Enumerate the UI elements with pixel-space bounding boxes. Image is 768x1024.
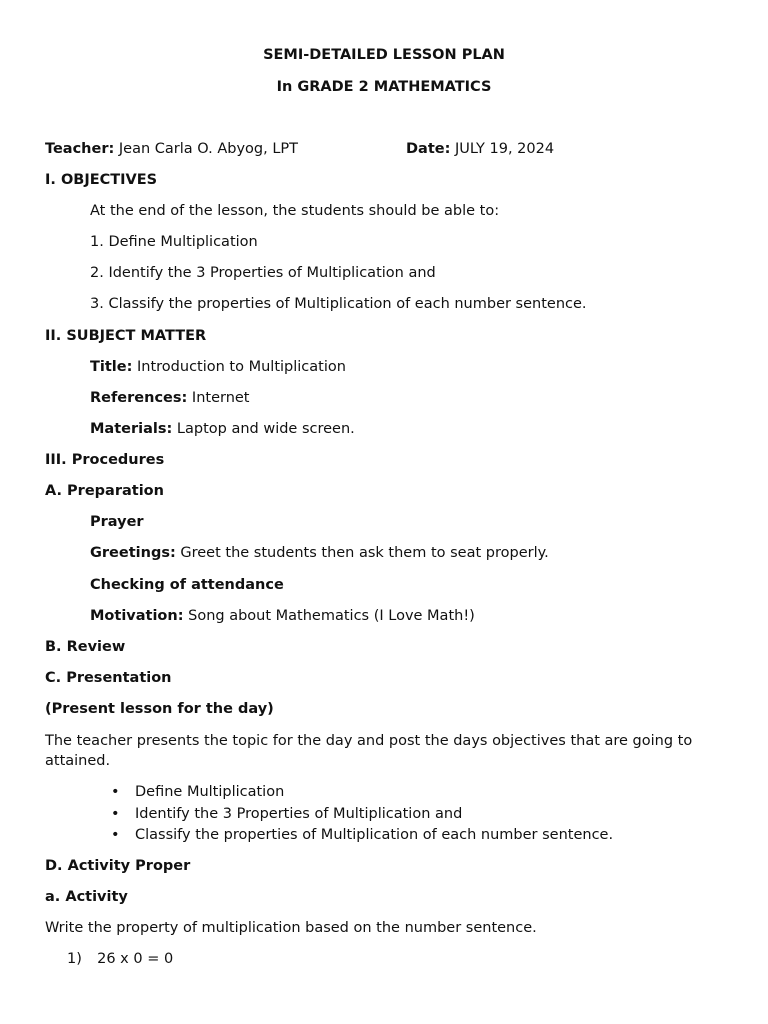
attendance-label: Checking of attendance: [90, 577, 284, 593]
presentation-subheading: (Present lesson for the day): [45, 701, 274, 717]
document-title: SEMI-DETAILED LESSON PLAN: [263, 47, 505, 63]
subject-matter-heading: II. SUBJECT MATTER: [45, 328, 207, 344]
activity-heading: a. Activity: [45, 889, 128, 905]
greetings-label: Greetings:: [90, 545, 176, 561]
bullet-icon: •: [111, 827, 120, 843]
materials-value: Laptop and wide screen.: [176, 421, 355, 437]
references-value: Internet: [191, 390, 250, 406]
teacher-value: Jean Carla O. Abyog, LPT: [118, 141, 299, 157]
list-item-text: Identify the 3 Properties of Multiplication and: [135, 806, 463, 822]
objectives-heading: I. OBJECTIVES: [45, 172, 158, 188]
subject-title-label: Title:: [90, 359, 133, 375]
date-line: [406, 139, 554, 159]
presentation-paragraph: The teacher presents the topic for the day and post the days objectives that are going to attained.: [45, 733, 693, 769]
list-item: [111, 782, 285, 802]
objectives-intro: At the end of the lesson, the students should be able to:: [90, 203, 500, 219]
prayer-label: Prayer: [90, 514, 144, 530]
date-value: JULY 19, 2024: [455, 141, 555, 157]
list-item-text: Classify the properties of Multiplication of each number sentence.: [135, 827, 614, 843]
presentation-heading: C. Presentation: [45, 670, 172, 686]
bullet-icon: •: [111, 784, 120, 800]
procedures-heading: III. Procedures: [45, 452, 165, 468]
greetings-line: [90, 543, 549, 563]
greetings-value: Greet the students then ask them to seat properly.: [180, 545, 549, 561]
materials-label: Materials:: [90, 421, 173, 437]
motivation-label: Motivation:: [90, 608, 184, 624]
date-label: Date:: [406, 141, 451, 157]
activity-item-number: 1): [67, 951, 82, 967]
references-label: References:: [90, 390, 188, 406]
objective-item: 2. Identify the 3 Properties of Multiplication and: [90, 265, 436, 281]
list-item: [111, 825, 614, 845]
bullet-icon: •: [111, 806, 120, 822]
document-subtitle: In GRADE 2 MATHEMATICS: [276, 79, 492, 95]
preparation-heading: A. Preparation: [45, 483, 164, 499]
list-item: [111, 804, 463, 824]
motivation-line: [90, 606, 475, 626]
activity-instruction: Write the property of multiplication based on the number sentence.: [45, 920, 537, 936]
review-heading: B. Review: [45, 639, 126, 655]
teacher-line: [45, 139, 298, 159]
references-line: [90, 388, 250, 408]
motivation-value: Song about Mathematics (I Love Math!): [188, 608, 475, 624]
materials-line: [90, 419, 355, 439]
objective-item: 3. Classify the properties of Multiplication of each number sentence.: [90, 296, 587, 312]
activity-item: [67, 949, 173, 969]
list-item-text: Define Multiplication: [135, 784, 285, 800]
activity-item-text: 26 x 0 = 0: [97, 951, 174, 967]
subject-title-line: [90, 357, 346, 377]
teacher-label: Teacher:: [45, 141, 115, 157]
objective-item: 1. Define Multiplication: [90, 234, 258, 250]
activity-proper-heading: D. Activity Proper: [45, 858, 191, 874]
subject-title-value: Introduction to Multiplication: [137, 359, 346, 375]
